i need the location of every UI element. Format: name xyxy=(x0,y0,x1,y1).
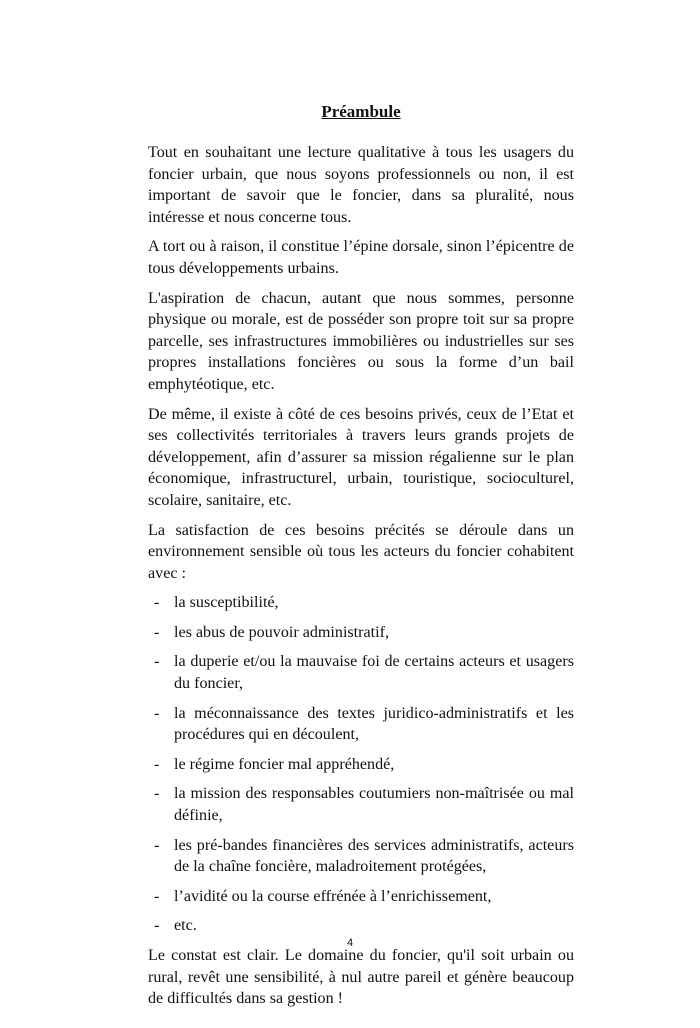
paragraph: Le constat est clair. Le domaine du foncier, qu'il soit urbain ou rural, revêt une sensibilité, à nul autre pareil et génère beaucoup de difficultés dans sa gestion ! xyxy=(148,947,574,1008)
list-item xyxy=(148,754,574,776)
dash-marker: - xyxy=(154,836,160,854)
document-body xyxy=(148,142,574,1018)
dash-marker: - xyxy=(154,594,160,612)
list-item-text: etc. xyxy=(174,917,197,935)
paragraph: La satisfaction de ces besoins précités se déroule dans un environnement sensible où tous les acteurs du foncier cohabitent avec : xyxy=(148,521,574,582)
list-item-text: la susceptibilité, xyxy=(174,594,279,612)
list-item-text: le régime foncier mal appréhendé, xyxy=(174,755,395,773)
dash-marker: - xyxy=(154,623,160,641)
paragraph: A tort ou à raison, il constitue l’épine dorsale, sinon l’épicentre de tous développements urbains. xyxy=(148,238,574,277)
dash-marker: - xyxy=(154,887,160,905)
dash-marker: - xyxy=(154,755,160,773)
paragraph: L'aspiration de chacun, autant que nous sommes, personne physique ou morale, est de posséder son propre toit sur sa propre parcelle, ses infrastructures immobilières ou industrielles sur ses propres installations foncières ou sous la forme d’un bail emphytéotique, etc. xyxy=(148,289,574,393)
list-item-text: les abus de pouvoir administratif, xyxy=(174,623,389,641)
list-item xyxy=(148,592,574,614)
list-item-text: l’avidité ou la course effrénée à l’enrichissement, xyxy=(174,887,492,905)
list-item-text: la mission des responsables coutumiers non-maîtrisée ou mal définie, xyxy=(174,785,574,825)
list-item xyxy=(148,886,574,908)
list-item-text: la méconnaissance des textes juridico-administratifs et les procédures qui en découlent, xyxy=(174,704,574,744)
list-item xyxy=(148,703,574,746)
list-item-text: la duperie et/ou la mauvaise foi de certains acteurs et usagers du foncier, xyxy=(174,653,574,693)
list-item xyxy=(148,835,574,878)
page-number: 4 xyxy=(346,937,354,949)
list-item-text: les pré-bandes financières des services administratifs, acteurs de la chaîne foncière, maladroitement protégées, xyxy=(174,836,574,876)
list-item xyxy=(148,783,574,826)
list-item xyxy=(148,622,574,644)
dash-list xyxy=(148,592,574,937)
paragraph: Tout en souhaitant une lecture qualitative à tous les usagers du foncier urbain, que nous soyons professionnels ou non, il est important de savoir que le foncier, dans sa pluralité, nous intéresse et nous concerne tous. xyxy=(148,144,574,226)
dash-marker: - xyxy=(154,653,160,671)
list-item xyxy=(148,651,574,694)
dash-marker: - xyxy=(154,704,160,722)
paragraph: De même, il existe à côté de ces besoins privés, ceux de l’Etat et ses collectivités territoriales à travers leurs grands projets de développement, afin d’assurer sa mission régalienne sur le plan économique, infrastructurel, urbain, touristique, socioculturel, scolaire, sanitaire, etc. xyxy=(148,405,574,509)
dash-marker: - xyxy=(154,917,160,935)
page-title: Préambule xyxy=(321,102,401,121)
list-item xyxy=(148,915,574,937)
dash-marker: - xyxy=(154,785,160,803)
